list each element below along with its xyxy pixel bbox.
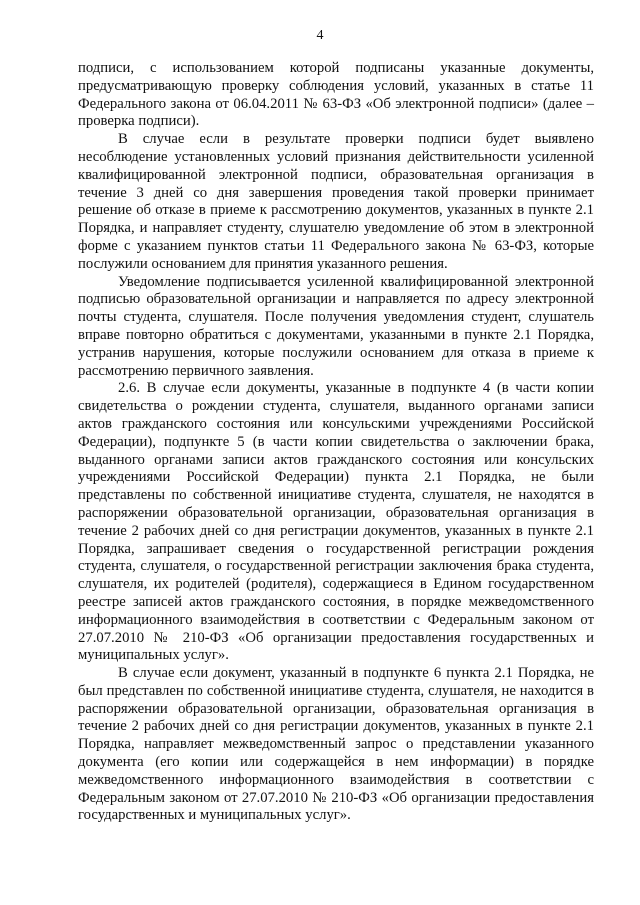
paragraph-3: Уведомление подписывается усиленной квалифицированной электронной подписью образовательной организации и направляется по адресу электронной почты студента, слушателя. После получения уведомления студент, слушатель вправе повторно обратиться с документами, указанными в пункте 2.1 Порядка, устранив нарушения, которые послужили основанием для отказа в приеме к рассмотрению первичного заявления. (78, 273, 594, 379)
paragraph-5: В случае если документ, указанный в подпункте 6 пункта 2.1 Порядка, не был представлен по собственной инициативе студента, слушателя, не находится в распоряжении образовательной организации, образовательная организация в течение 2 рабочих дней со дня регистрации документов, указанных в пункте 2.1 Порядка, направляет межведомственный запрос о представлении указанного документа (его копии или содержащейся в нем информации) в порядке межведомственного информационного взаимодействия в соответствии с Федеральным законом от 27.07.2010 № 210-ФЗ «Об организации предоставления государственных и муниципальных услуг». (78, 665, 594, 824)
paragraph-4: 2.6. В случае если документы, указанные в подпункте 4 (в части копии свидетельства о рождении студента, слушателя, выданного органами записи актов гражданского состояния или консульскими учреждениями Российской Федерации), подпункте 5 (в части копии свидетельства о заключении брака, выданного органами записи актов гражданского состояния или консульских учреждениями Российской Федерации) пункта 2.1 Порядка, не были представлены по собственной инициативе студента, слушателя, не находятся в распоряжении образовательной организации, образовательная организация в течение 2 рабочих дней со дня регистрации документов, указанных в пункте 2.1 Порядка, запрашивает сведения о государственной регистрации рождения студента, слушателя, о государственной регистрации заключения брака студента, слушателя, их родителей (родителя), содержащиеся в Едином государственном реестре записей актов гражданского состояния, в порядке межведомственного информационного взаимодействия в соответствии с Федеральным законом от 27.07.2010 № 210-ФЗ «Об организации предоставления государственных и муниципальных услуг». (78, 380, 594, 664)
page-number: 4 (316, 28, 324, 43)
paragraph-2: В случае если в результате проверки подписи будет выявлено несоблюдение установленных условий признания действительности усиленной квалифицированной электронной подписи, образовательная организация в течение 3 дней со дня завершения проведения такой проверки принимает решение об отказе в приеме к рассмотрению документов, указанных в пункте 2.1 Порядка, и направляет студенту, слушателю уведомление об этом в электронной форме с указанием пунктов статьи 11 Федерального закона № 63-ФЗ, которые послужили основанием для принятия указанного решения. (78, 131, 594, 272)
paragraph-1: подписи, с использованием которой подписаны указанные документы, предусматривающую проверку соблюдения условий, указанных в статье 11 Федерального закона от 06.04.2011 № 63-ФЗ «Об электронной подписи» (далее – проверка подписи). (78, 60, 594, 130)
document-body (78, 60, 594, 825)
